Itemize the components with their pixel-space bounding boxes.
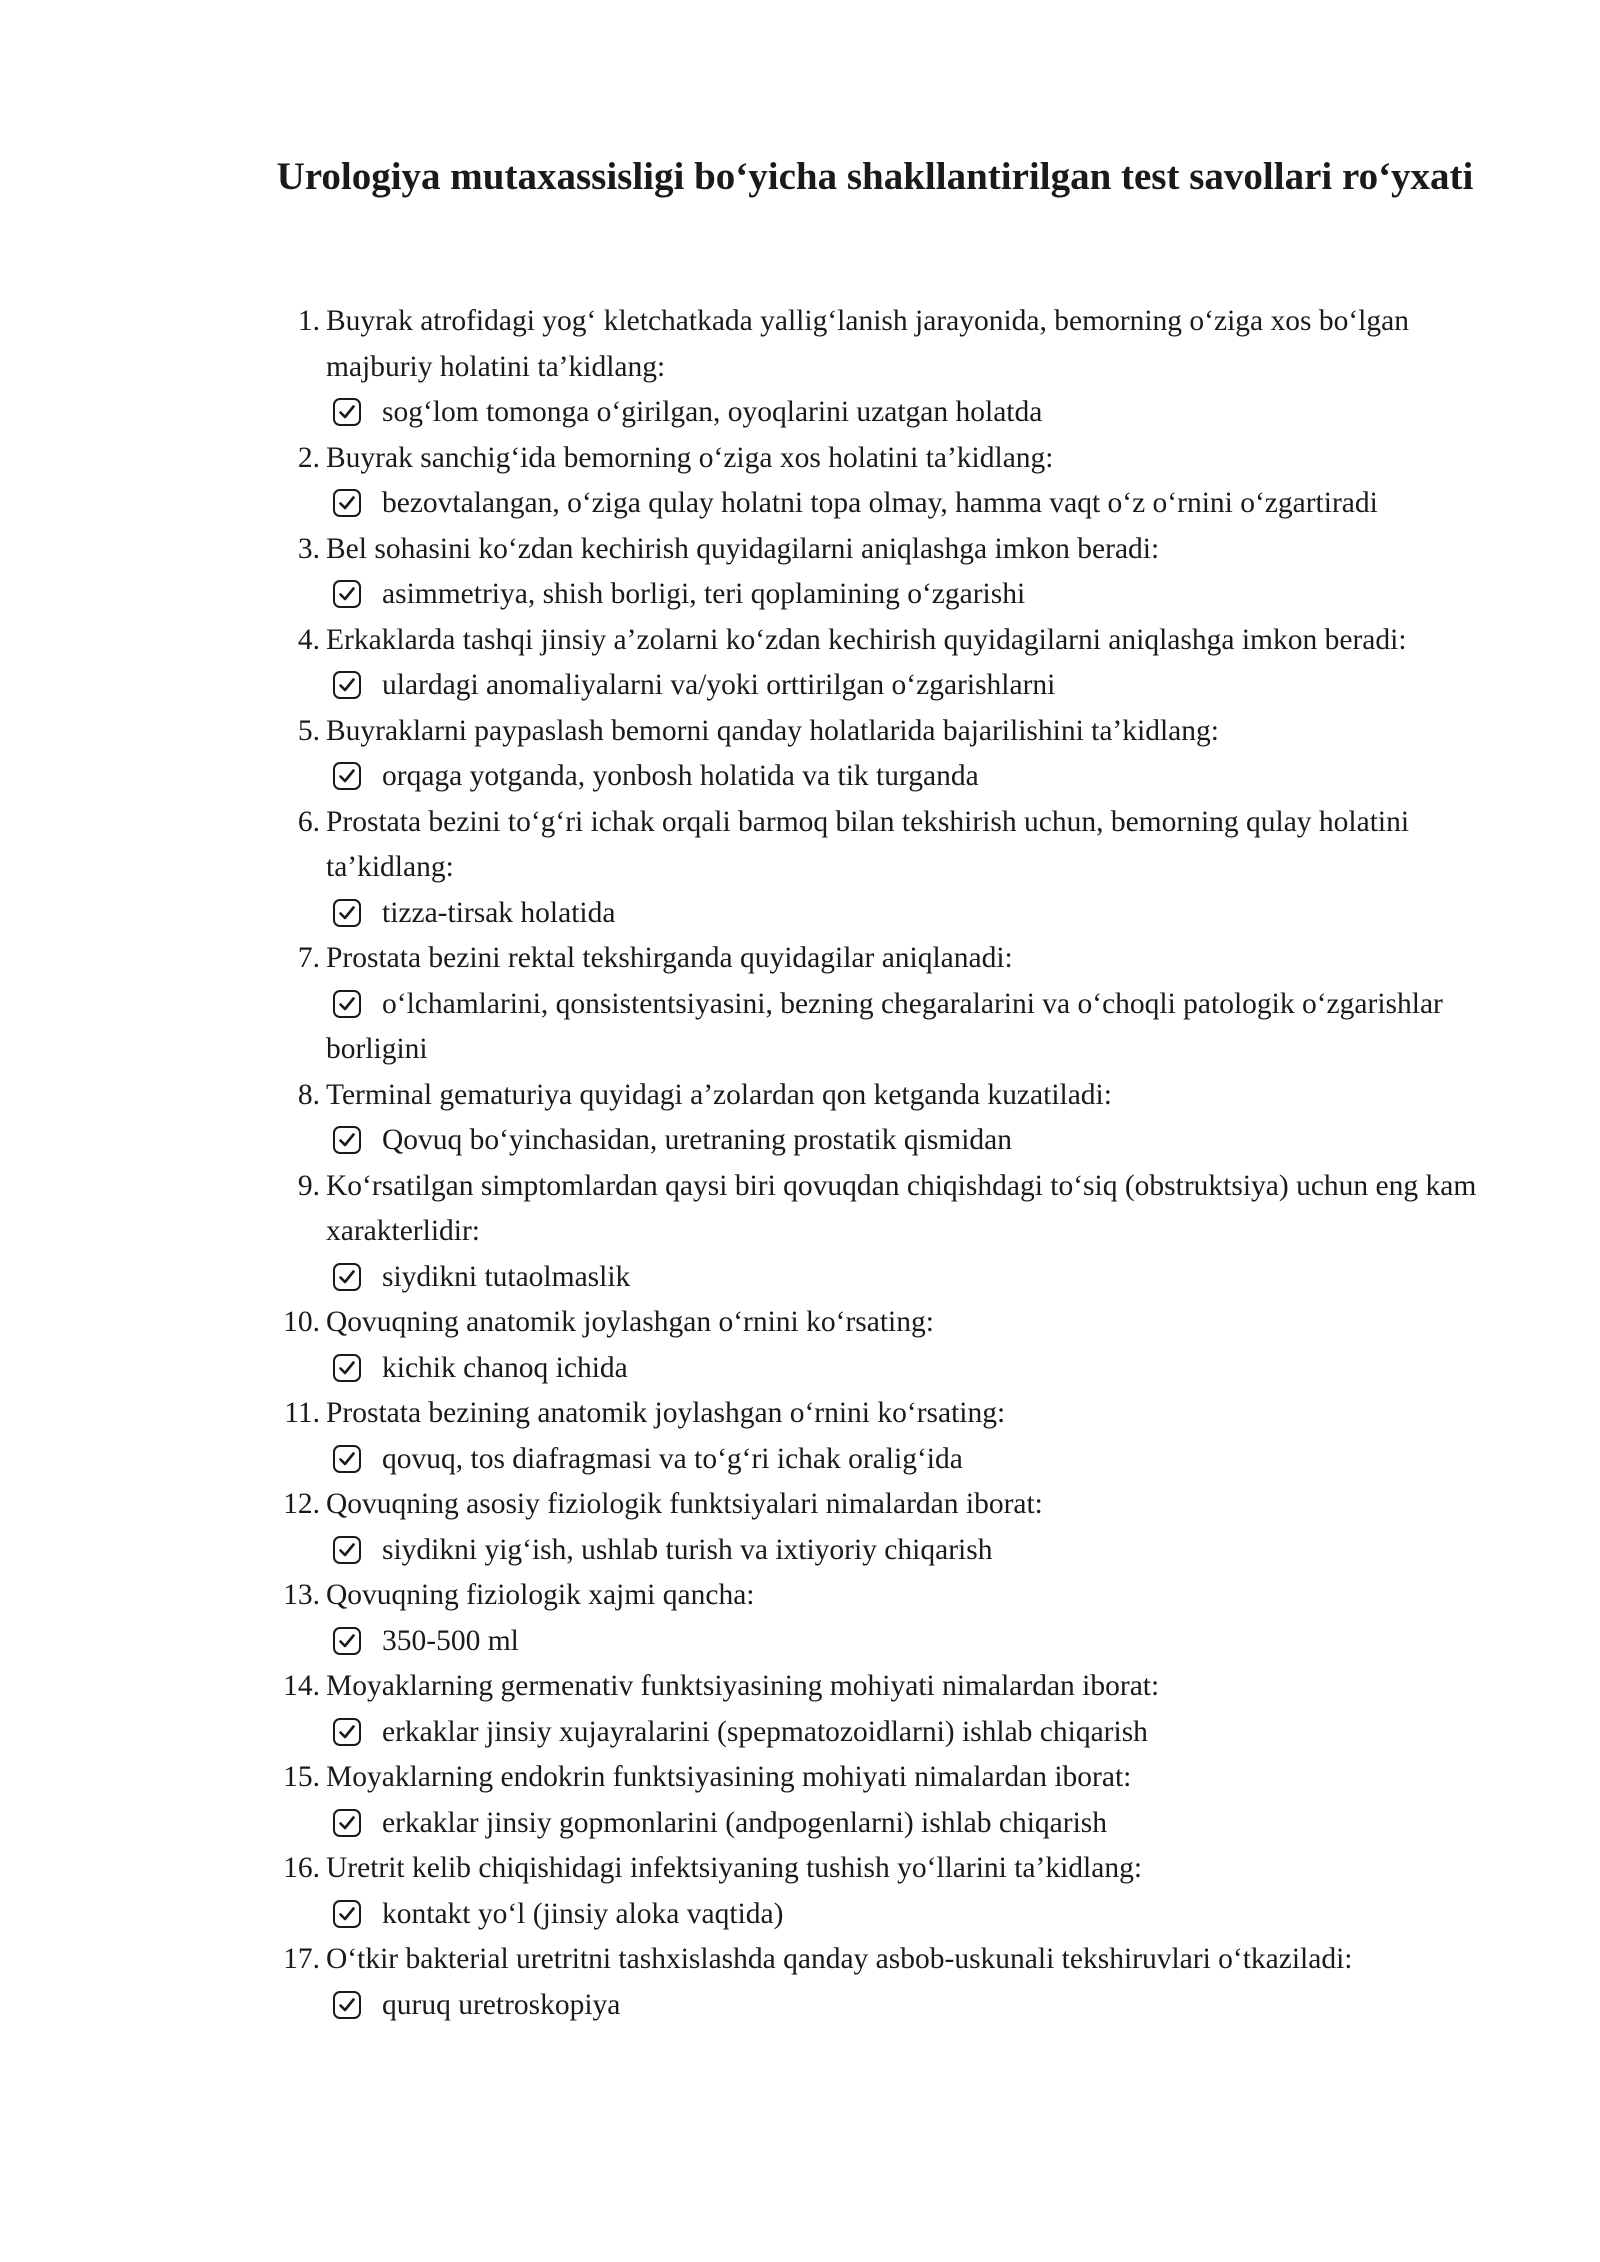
question-number: 10.: [283, 1306, 320, 1338]
question-number: 3.: [297, 532, 320, 565]
question-item: [270, 1937, 1510, 2028]
answer: [326, 1892, 1510, 1938]
question-item: [270, 1573, 1510, 1664]
checkbox-checked-icon: [333, 1126, 361, 1154]
question-item: [270, 800, 1510, 937]
question-item: [270, 1300, 1510, 1391]
question-number: 13.: [283, 1579, 320, 1611]
question-text: Uretrit kelib chiqishidagi infektsiyaning tushish yo‘llarini ta’kidlang:: [326, 1852, 1143, 1884]
question-number: 8.: [297, 1078, 320, 1111]
question-item: [270, 436, 1510, 527]
answer: [326, 663, 1510, 709]
question-item: [270, 1391, 1510, 1482]
checkbox-checked-icon: [333, 1263, 361, 1291]
question-number: 11.: [284, 1397, 320, 1429]
question-text: Bel sohasini ko‘zdan kechirish quyidagilarni aniqlashga imkon beradi:: [326, 532, 1160, 565]
answer: [326, 1710, 1510, 1756]
question-text: Ko‘rsatilgan simptomlardan qaysi biri qovuqdan chiqishdagi to‘siq (obstruktsiya) uchun eng kam xarakterlidir:: [326, 1169, 1477, 1247]
checkbox-checked-icon: [333, 1354, 361, 1382]
question-item: [270, 709, 1510, 800]
question-list: [270, 299, 1510, 2028]
question-number: 17.: [283, 1943, 320, 1975]
answer-text: Qovuq bo‘yinchasidan, uretraning prostatik qismidan: [382, 1124, 1013, 1156]
question-text: Prostata bezini rektal tekshirganda quyidagilar aniqlanadi:: [326, 942, 1013, 974]
checkbox-checked-icon: [333, 1900, 361, 1928]
question-text: Qovuqning anatomik joylashgan o‘rnini ko‘rsating:: [326, 1306, 934, 1338]
checkbox-checked-icon: [333, 1627, 361, 1655]
question-number: 12.: [283, 1488, 320, 1520]
checkbox-checked-icon: [333, 1536, 361, 1564]
checkbox-checked-icon: [333, 1718, 361, 1746]
answer: [326, 1255, 1510, 1301]
answer-text: siydikni yig‘ish, ushlab turish va ixtiyoriy chiqarish: [382, 1533, 993, 1566]
answer: [326, 1437, 1510, 1483]
question-text: Prostata bezining anatomik joylashgan o‘rnini ko‘rsating:: [326, 1397, 1006, 1429]
question-text: O‘tkir bakterial uretritni tashxislashda qanday asbob-uskunali tekshiruvlari o‘tkaziladi:: [326, 1943, 1353, 1975]
question-number: 2.: [297, 441, 320, 474]
checkbox-checked-icon: [333, 1445, 361, 1473]
checkbox-checked-icon: [333, 899, 361, 927]
question-number: 4.: [297, 623, 320, 656]
question-number: 15.: [283, 1761, 320, 1793]
question-item: [270, 299, 1510, 436]
document-title: Urologiya mutaxassisligi bo‘yicha shakllantirilgan test savollari ro‘yxati: [276, 155, 1474, 198]
question-number: 1.: [297, 305, 320, 337]
answer: [326, 1983, 1510, 2029]
question-text: Buyrak sanchig‘ida bemorning o‘ziga xos holatini ta’kidlang:: [326, 441, 1054, 474]
answer-text: sog‘lom tomonga o‘girilgan, oyoqlarini uzatgan holatda: [382, 396, 1043, 428]
answer: [326, 754, 1510, 800]
question-text: Prostata bezini to‘g‘ri ichak orqali barmoq bilan tekshirish uchun, bemorning qulay holatini ta’kidlang:: [326, 805, 1410, 883]
answer: [326, 1346, 1510, 1392]
answer: [326, 1801, 1510, 1847]
checkbox-checked-icon: [333, 1991, 361, 2019]
question-item: [270, 1073, 1510, 1164]
answer-text: o‘lchamlarini, qonsistentsiyasini, bezning chegaralarini va o‘choqli patologik o‘zgarishlar borligini: [326, 987, 1443, 1065]
question-item: [270, 936, 1510, 1073]
question-text: Qovuqning asosiy fiziologik funktsiyalari nimalardan iborat:: [326, 1488, 1043, 1520]
question-text: Buyraklarni paypaslash bemorni qanday holatlarida bajarilishini ta’kidlang:: [326, 714, 1219, 747]
question-number: 14.: [283, 1670, 320, 1702]
answer: [326, 572, 1510, 618]
question-item: [270, 1664, 1510, 1755]
answer: [326, 982, 1510, 1073]
checkbox-checked-icon: [333, 489, 361, 517]
checkbox-checked-icon: [333, 398, 361, 426]
answer-text: orqaga yotganda, yonbosh holatida va tik turganda: [382, 760, 979, 792]
question-text: Erkaklarda tashqi jinsiy a’zolarni ko‘zdan kechirish quyidagilarni aniqlashga imkon beradi:: [326, 623, 1407, 656]
answer-text: erkaklar jinsiy gopmonlarini (andpogenlarni) ishlab chiqarish: [382, 1806, 1108, 1839]
question-number: 7.: [297, 942, 320, 974]
checkbox-checked-icon: [333, 1809, 361, 1837]
answer-text: qovuq, tos diafragmasi va to‘g‘ri ichak oralig‘ida: [382, 1442, 963, 1475]
checkbox-checked-icon: [333, 671, 361, 699]
checkbox-checked-icon: [333, 990, 361, 1018]
answer: [326, 1528, 1510, 1574]
answer-text: ulardagi anomaliyalarni va/yoki orttirilgan o‘zgarishlarni: [382, 669, 1056, 701]
checkbox-checked-icon: [333, 762, 361, 790]
answer-text: kichik chanoq ichida: [382, 1351, 628, 1384]
question-item: [270, 527, 1510, 618]
question-item: [270, 1164, 1510, 1301]
answer: [326, 390, 1510, 436]
question-text: Terminal gematuriya quyidagi a’zolardan qon ketganda kuzatiladi:: [326, 1078, 1112, 1111]
answer-text: tizza-tirsak holatida: [382, 896, 616, 929]
answer-text: siydikni tutaolmaslik: [382, 1260, 631, 1293]
question-text: Qovuqning fiziologik xajmi qancha:: [326, 1579, 755, 1611]
answer-text: asimmetriya, shish borligi, teri qoplamining o‘zgarishi: [382, 578, 1026, 610]
answer: [326, 891, 1510, 937]
answer-text: erkaklar jinsiy xujayralarini (spepmatozoidlarni) ishlab chiqarish: [382, 1715, 1148, 1748]
question-number: 16.: [283, 1852, 320, 1884]
answer-text: 350-500 ml: [382, 1624, 519, 1657]
answer: [326, 1118, 1510, 1164]
answer-text: quruq uretroskopiya: [382, 1988, 621, 2021]
question-text: Moyaklarning germenativ funktsiyasining mohiyati nimalardan iborat:: [326, 1670, 1160, 1702]
answer-text: kontakt yo‘l (jinsiy aloka vaqtida): [382, 1897, 784, 1930]
question-item: [270, 1846, 1510, 1937]
answer-text: bezovtalangan, o‘ziga qulay holatni topa olmay, hamma vaqt o‘z o‘rnini o‘zgartiradi: [382, 487, 1378, 519]
question-item: [270, 1482, 1510, 1573]
question-text: Buyrak atrofidagi yog‘ kletchatkada yallig‘lanish jarayonida, bemorning o‘ziga xos bo‘lgan majburiy holatini ta’kidlang:: [326, 305, 1409, 383]
checkbox-checked-icon: [333, 580, 361, 608]
question-number: 6.: [297, 805, 320, 838]
question-text: Moyaklarning endokrin funktsiyasining mohiyati nimalardan iborat:: [326, 1761, 1132, 1793]
question-number: 9.: [297, 1169, 320, 1202]
question-item: [270, 1755, 1510, 1846]
question-item: [270, 618, 1510, 709]
question-number: 5.: [297, 714, 320, 747]
answer: [326, 1619, 1510, 1665]
answer: [326, 481, 1510, 527]
